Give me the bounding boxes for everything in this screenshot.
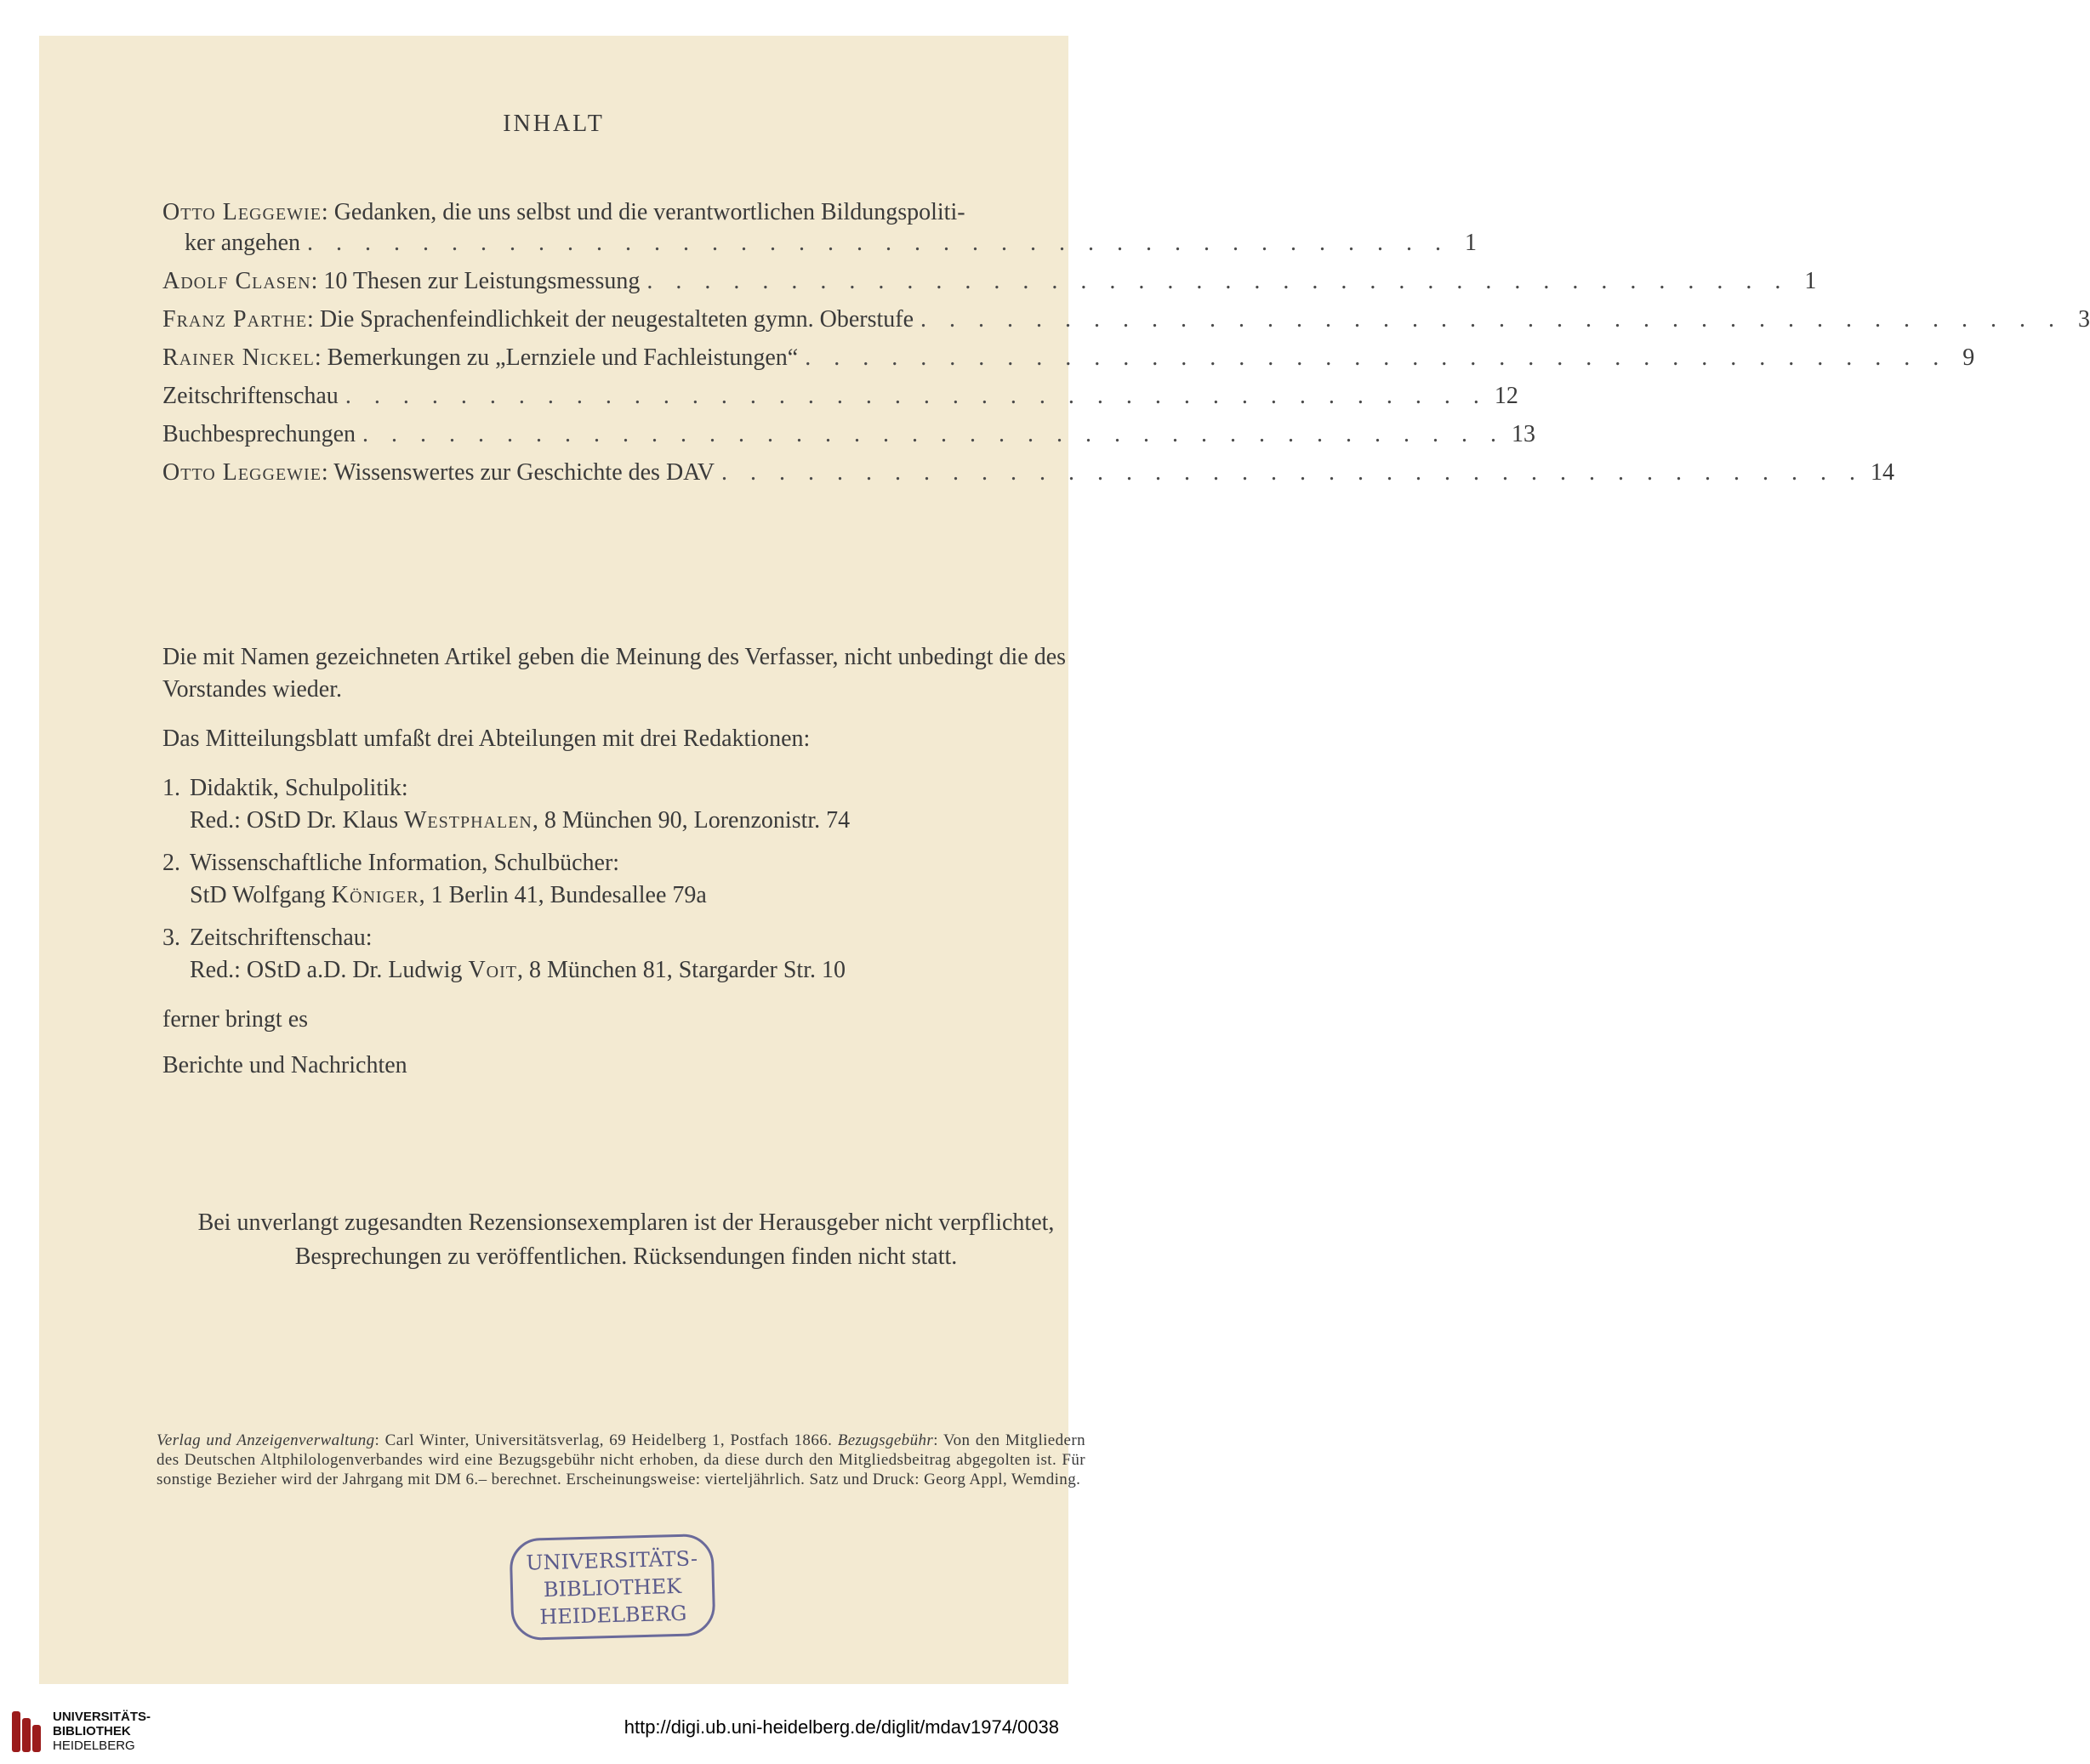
editor-name: Königer — [331, 882, 419, 908]
toc-author: Adolf Clasen — [162, 268, 311, 294]
toc-title: Zeitschriftenschau — [162, 383, 339, 409]
list-item — [162, 772, 1090, 837]
page-content — [39, 36, 2090, 1684]
toc-author: Otto Leggewie — [162, 199, 322, 225]
also-line-2: Berichte und Nachrichten — [162, 1052, 407, 1078]
publisher-imprint — [157, 1431, 1085, 1489]
disclaimer-text: Die mit Namen gezeichneten Artikel geben die Meinung des Verfasser, nicht unbedingt die des Vorstandes wieder. — [162, 644, 1067, 703]
table-of-contents — [162, 197, 2090, 496]
notice-line: Bei unverlangt zugesandten Rezensionsexemplaren ist der Herausgeber nicht verpflichtet, — [197, 1209, 1055, 1236]
scanned-page — [39, 36, 2090, 1684]
toc-author: Rainer Nickel — [162, 344, 315, 371]
toc-entry[interactable] — [162, 381, 1518, 412]
toc-leader: . . . . . . . . . . . . . . . . . . . . . . . . . . . . . . . . . . . . . . . . — [920, 306, 2064, 333]
toc-leader: . . . . . . . . . . . . . . . . . . . . . . . . . . . . . . . . . . . . . . . . — [805, 344, 1948, 371]
section-name: Didaktik, Schulpolitik: — [190, 775, 408, 801]
notice-line-2: Besprechungen zu veröffentlichen. Rücksendungen finden nicht statt. — [294, 1243, 958, 1270]
source-url[interactable]: http://digi.ub.uni-heidelberg.de/diglit/mdav1974/0038 — [624, 1716, 1059, 1738]
toc-title-cont: ker angehen — [185, 230, 301, 256]
toc-title: Gedanken, die uns selbst und die verantwortlichen Bildungspoliti- — [333, 199, 965, 225]
toc-page-number: 12 — [1494, 383, 1518, 409]
toc-title: Bemerkungen zu „Lernziele und Fachleistungen“ — [327, 344, 799, 371]
page-title: INHALT — [503, 111, 605, 137]
toc-leader: . . . . . . . . . . . . . . . . . . . . . . . . . . . . . . . . . . . . . . . . — [721, 459, 1864, 486]
editor-name: Westphalen — [404, 807, 532, 834]
imprint-text: : Carl Winter, Universitätsverlag, 69 Heidelberg 1, Postfach 1866. — [374, 1431, 838, 1449]
review-copy-notice — [162, 1206, 1090, 1274]
toc-entry[interactable]: Adolf Clasen: 10 Thesen zur Leistungsmessung . . . . . . . . . . . . . . . . . . . . . . . . . . . . . . . . . . . . . . . . 1 — [162, 266, 1088, 297]
toc-title: Die Sprachenfeindlichkeit der neugestalteten gymn. Oberstufe — [319, 306, 914, 333]
toc-entry[interactable] — [162, 419, 1536, 450]
toc-page-number: 3 — [2078, 306, 2090, 333]
library-stamp: UNIVERSITÄTS- BIBLIOTHEK HEIDELBERG — [509, 1534, 715, 1641]
editorial-notes — [162, 641, 1090, 1095]
toc-page-number: 9 — [1962, 344, 1975, 371]
toc-entry[interactable]: Rainer Nickel: Bemerkungen zu „Lernziele und Fachleistungen“ . . . . . . . . . . . . . . . . . . . . . . . . . . . . . . . . . . . . . . . . 9 — [162, 343, 1088, 373]
toc-entry[interactable]: Franz Parthe: Die Sprachenfeindlichkeit der neugestalteten gymn. Oberstufe . . . . . . . . . . . . . . . . . . . . . . . . . . . . . . . . . . . . . . . . 3 — [162, 304, 1088, 335]
toc-page-number: 1 — [1804, 268, 1817, 294]
toc-author: Otto Leggewie — [162, 459, 322, 486]
toc-leader: . . . . . . . . . . . . . . . . . . . . . . . . . . . . . . . . . . . . . . . . — [646, 268, 1790, 294]
imprint-label-2: Bezugsgebühr — [837, 1431, 934, 1449]
toc-leader: . . . . . . . . . . . . . . . . . . . . . . . . . . . . . . . . . . . . . . . . — [362, 421, 1506, 447]
also-line: ferner bringt es — [162, 1006, 309, 1033]
section-number: 3. — [162, 925, 180, 951]
editor-name: Voit — [468, 957, 517, 983]
toc-page-number: 14 — [1871, 459, 1894, 486]
list-item — [162, 922, 1090, 987]
sections-list — [162, 772, 1090, 987]
section-name: Zeitschriftenschau: — [190, 925, 373, 951]
section-name: Wissenschaftliche Information, Schulbücher: — [190, 850, 620, 876]
section-editor: Red.: OStD Dr. Klaus Westphalen, 8 München 90, Lorenzonistr. 74 — [190, 807, 851, 834]
section-number: 1. — [162, 775, 180, 801]
toc-author: Franz Parthe — [162, 306, 308, 333]
toc-leader: . . . . . . . . . . . . . . . . . . . . . . . . . . . . . . . . . . . . . . . . — [345, 383, 1488, 409]
toc-page-number: 1 — [1465, 230, 1478, 256]
list-item — [162, 847, 1090, 912]
toc-page-number: 13 — [1512, 421, 1536, 447]
library-logo[interactable]: UNIVERSITÄTS- BIBLIOTHEK HEIDELBERG — [9, 1710, 151, 1753]
section-editor: Red.: OStD a.D. Dr. Ludwig Voit, 8 München 81, Stargarder Str. 10 — [190, 957, 846, 983]
toc-title: Buchbesprechungen — [162, 421, 356, 447]
toc-title: 10 Thesen zur Leistungsmessung — [323, 268, 641, 294]
section-number: 2. — [162, 850, 180, 876]
imprint-label: Verlag und Anzeigenverwaltung — [157, 1431, 375, 1449]
toc-leader: . . . . . . . . . . . . . . . . . . . . . . . . . . . . . . . . . . . . . . . . — [307, 230, 1450, 256]
toc-title: Wissenswertes zur Geschichte des DAV — [333, 459, 715, 486]
toc-entry[interactable]: Otto Leggewie: Wissenswertes zur Geschichte des DAV . . . . . . . . . . . . . . . . . . . . . . . . . . . . . . . . . . . . . . . . 14 — [162, 458, 1088, 488]
imprint-text-2: : Von den Mitgliedern des Deutschen Altphilologenverbandes wird eine Bezugsgebühr nicht erhoben, da diese durch den Mitgliedsbeitrag abgegolten ist. Für sonstige Bezieher wird der Jahrgang mit DM 6.– berechnet. Erscheinungsweise: vierteljährlich. Satz und Druck: Georg Appl, Wemding. — [157, 1431, 1085, 1488]
sections-intro: Das Mitteilungsblatt umfaßt drei Abteilungen mit drei Redaktionen: — [162, 726, 811, 752]
section-editor: StD Wolfgang Königer, 1 Berlin 41, Bundesallee 79a — [190, 882, 707, 908]
toc-entry[interactable]: Otto Leggewie: Gedanken, die uns selbst und die verantwortlichen Bildungspoliti- ker angehen . . . . . . . . . . . . . . . . . . . . . . . . . . . . . . . . . . . . . . . . 1 — [162, 197, 1088, 259]
library-logo-icon — [9, 1711, 44, 1752]
